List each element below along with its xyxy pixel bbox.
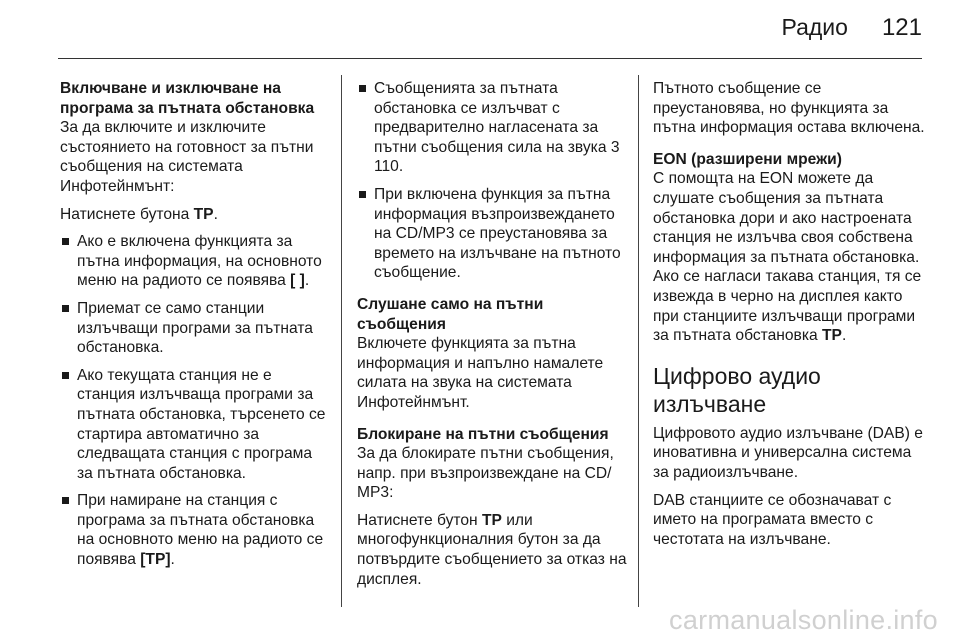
section-heading: Включване и изключване на програма за пътната обстановка <box>60 80 315 117</box>
section-heading: Слушане само на пътни съобщения <box>357 295 544 333</box>
paragraph: С помощта на EON можете да слушате съобщения за пътната обстановка дори и ако настроената станция не излъчва своя собствена информация за пътната обстановка. Ако се нагласи такава станция, тя се извежда в черно на дисплея както при станциите излъчващи програми за пътната обстановка TP. <box>653 170 922 345</box>
column-right <box>653 79 925 557</box>
list-item: При намиране на станция с програма за пътната обстановка на основното меню на радиото се появява [TP]. <box>60 491 330 569</box>
page-number: 121 <box>881 14 922 41</box>
list-item: Ако е включена функцията за пътна информация, на основното меню на радиото се появява [ ]. <box>60 232 330 291</box>
section-heading: EON (разширени мрежи) <box>653 150 842 168</box>
paragraph: За да блокирате пътни съобщения, напр. при възпроизвеждане на CD/ MP3: <box>357 445 614 502</box>
page-reference[interactable]: 3 110 <box>374 138 620 176</box>
button-label: TP <box>193 205 214 223</box>
bullet-icon <box>62 305 69 312</box>
column-divider <box>638 75 639 607</box>
paragraph: Натиснете бутона TP. <box>60 205 218 223</box>
paragraph: Натиснете бутон TP или многофункционалния бутон за да потвърдите съобщението за отказ на дисплея. <box>357 511 627 588</box>
watermark: carmanualsonline.info <box>669 605 938 635</box>
list-item: Съобщенията за пътната обстановка се излъчват с предварително нагласената за пътни съобщения сила на звука 3 110. <box>357 79 629 177</box>
paragraph: DAB станциите се обозначават с името на програмата вместо с честотата на излъчване. <box>653 491 892 548</box>
column-middle <box>357 79 629 597</box>
paragraph: Цифровото аудио излъчване (DAB) е иновативна и универсална система за радиоизлъчване. <box>653 424 923 481</box>
header-rule <box>58 58 922 59</box>
button-label: TP <box>481 511 502 529</box>
bullet-list <box>60 232 330 570</box>
bullet-icon <box>62 497 69 504</box>
page-title: Радио <box>781 14 848 40</box>
chapter-title: Цифрово аудио излъчване <box>653 362 821 417</box>
list-item: Приемат се само станции излъчващи програми за пътната обстановка. <box>60 299 330 358</box>
paragraph: Включете функцията за пътна информация и напълно намалете силата на звука на системата Инфотейнмънт. <box>357 335 604 411</box>
paragraph: За да включите и изключите състоянието на готовност за пътни съобщения на системата Инфотейнмънт: <box>60 119 314 195</box>
bullet-icon <box>62 372 69 379</box>
list-item: При включена функция за пътна информация възпроизвеждането на CD/MP3 се преустановява за времето на излъчване на пътното съобщение. <box>357 185 629 283</box>
page-header <box>782 14 922 42</box>
list-item: Ако текущата станция не е станция излъчваща програми за пътната обстановка, търсенето се стартира автоматично за следващата станция с програма за пътната обстановка. <box>60 366 330 484</box>
section-heading: Блокиране на пътни съобщения <box>357 425 609 443</box>
bullet-icon <box>359 85 366 92</box>
button-label: TP <box>822 327 842 345</box>
bullet-list <box>357 79 629 283</box>
column-left <box>60 79 330 578</box>
paragraph: Пътното съобщение се преустановява, но функцията за пътна информация остава включена. <box>653 80 925 137</box>
bullet-icon <box>62 238 69 245</box>
column-divider <box>341 75 342 607</box>
bullet-icon <box>359 191 366 198</box>
